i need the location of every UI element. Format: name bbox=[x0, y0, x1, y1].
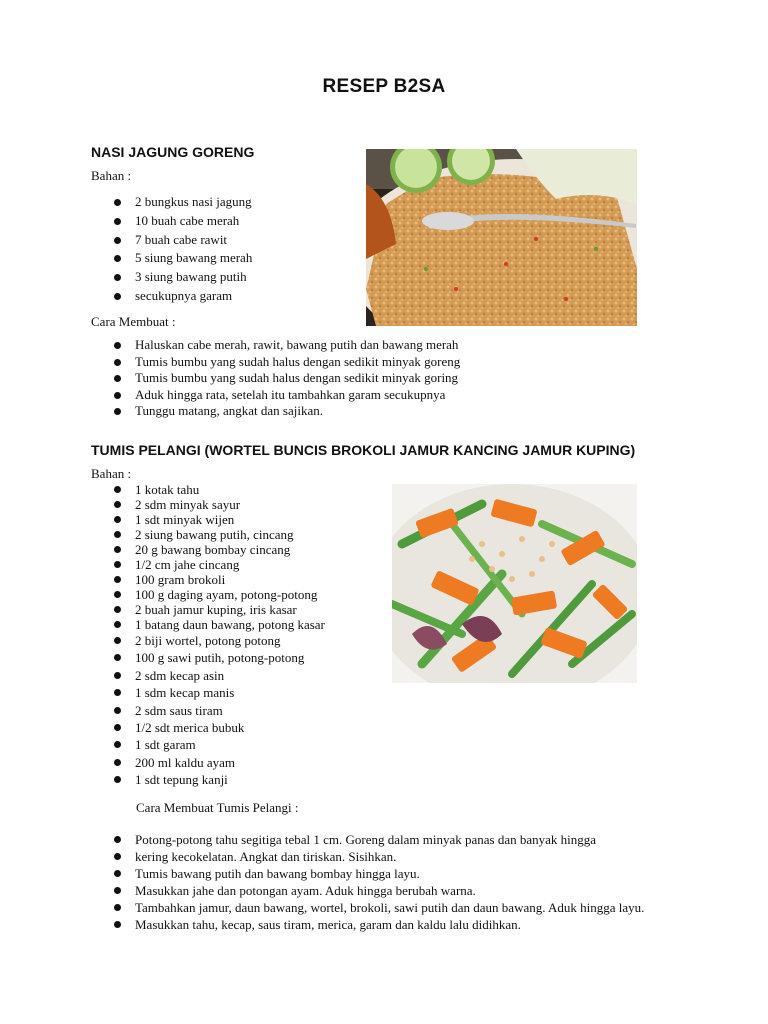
list-item: 5 siung bawang merah bbox=[111, 249, 351, 268]
list-item: 20 g bawang bombay cincang bbox=[111, 542, 381, 557]
list-item: Aduk hingga rata, setelah itu tambahkan garam secukupnya bbox=[111, 387, 671, 404]
list-item: 1 sdt minyak wijen bbox=[111, 512, 381, 527]
list-item: 10 buah cabe merah bbox=[111, 212, 351, 231]
list-item: Masukkan jahe dan potongan ayam. Aduk hingga berubah warna. bbox=[111, 884, 676, 897]
list-item: Tambahkan jamur, daun bawang, wortel, brokoli, sawi putih dan daun bawang. Aduk hingga layu. bbox=[111, 901, 676, 914]
nasi-jagung-goreng-illustration bbox=[366, 149, 637, 326]
list-item: 1 kotak tahu bbox=[111, 482, 381, 497]
list-item: Tumis bawang putih dan bawang bombay hingga layu. bbox=[111, 867, 676, 880]
list-item: 200 ml kaldu ayam bbox=[111, 754, 381, 771]
list-item: 2 sdm kecap asin bbox=[111, 667, 381, 684]
recipe2-ingredient-list bbox=[111, 482, 381, 789]
list-item: 2 siung bawang putih, cincang bbox=[111, 527, 381, 542]
list-item: Tunggu matang, angkat dan sajikan. bbox=[111, 403, 671, 420]
list-item: 100 gram brokoli bbox=[111, 572, 381, 587]
list-item: 100 g daging ayam, potong-potong bbox=[111, 587, 381, 602]
list-item: Potong-potong tahu segitiga tebal 1 cm. Goreng dalam minyak panas dan banyak hingga bbox=[111, 833, 676, 846]
recipe2-bahan-label: Bahan : bbox=[91, 466, 132, 481]
recipe2-steps-list bbox=[111, 833, 676, 935]
recipe1-ingredient-list bbox=[111, 193, 351, 306]
tumis-pelangi-photo bbox=[392, 484, 637, 683]
list-item: 1/2 cm jahe cincang bbox=[111, 557, 381, 572]
recipe1-bahan-label: Bahan : bbox=[91, 168, 132, 183]
list-item: 2 biji wortel, potong potong bbox=[111, 632, 381, 649]
list-item: 1 sdt tepung kanji bbox=[111, 771, 381, 788]
list-item: 1 sdt garam bbox=[111, 736, 381, 753]
recipe1-title: NASI JAGUNG GORENG bbox=[91, 144, 255, 160]
list-item: 2 sdm minyak sayur bbox=[111, 497, 381, 512]
document-title: RESEP B2SA bbox=[322, 76, 446, 97]
tumis-pelangi-illustration bbox=[392, 484, 637, 683]
list-item: 3 siung bawang putih bbox=[111, 268, 351, 287]
list-item: 1/2 sdt merica bubuk bbox=[111, 719, 381, 736]
list-item: Haluskan cabe merah, rawit, bawang putih dan bawang merah bbox=[111, 337, 671, 354]
list-item: 2 sdm saus tiram bbox=[111, 702, 381, 719]
list-item: 2 buah jamur kuping, iris kasar bbox=[111, 602, 381, 617]
recipe1-steps-list bbox=[111, 337, 671, 420]
list-item: 2 bungkus nasi jagung bbox=[111, 193, 351, 212]
list-item: Tumis bumbu yang sudah halus dengan sedikit minyak goreng bbox=[111, 354, 671, 371]
recipe2-title: TUMIS PELANGI (WORTEL BUNCIS BROKOLI JAMUR KANCING JAMUR KUPING) bbox=[91, 442, 636, 458]
list-item: secukupnya garam bbox=[111, 287, 351, 306]
recipe1-cara-label: Cara Membuat : bbox=[91, 314, 176, 329]
list-item: 1 batang daun bawang, potong kasar bbox=[111, 617, 381, 632]
recipe2-cara-label: Cara Membuat Tumis Pelangi : bbox=[136, 800, 299, 815]
list-item: Masukkan tahu, kecap, saus tiram, merica, garam dan kaldu lalu didihkan. bbox=[111, 918, 676, 931]
list-item: 7 buah cabe rawit bbox=[111, 231, 351, 250]
list-item: 100 g sawi putih, potong-potong bbox=[111, 649, 381, 666]
nasi-jagung-goreng-photo bbox=[366, 149, 637, 326]
list-item: 1 sdm kecap manis bbox=[111, 684, 381, 701]
list-item: Tumis bumbu yang sudah halus dengan sedikit minyak goring bbox=[111, 370, 671, 387]
list-item: kering kecokelatan. Angkat dan tiriskan. Sisihkan. bbox=[111, 850, 676, 863]
